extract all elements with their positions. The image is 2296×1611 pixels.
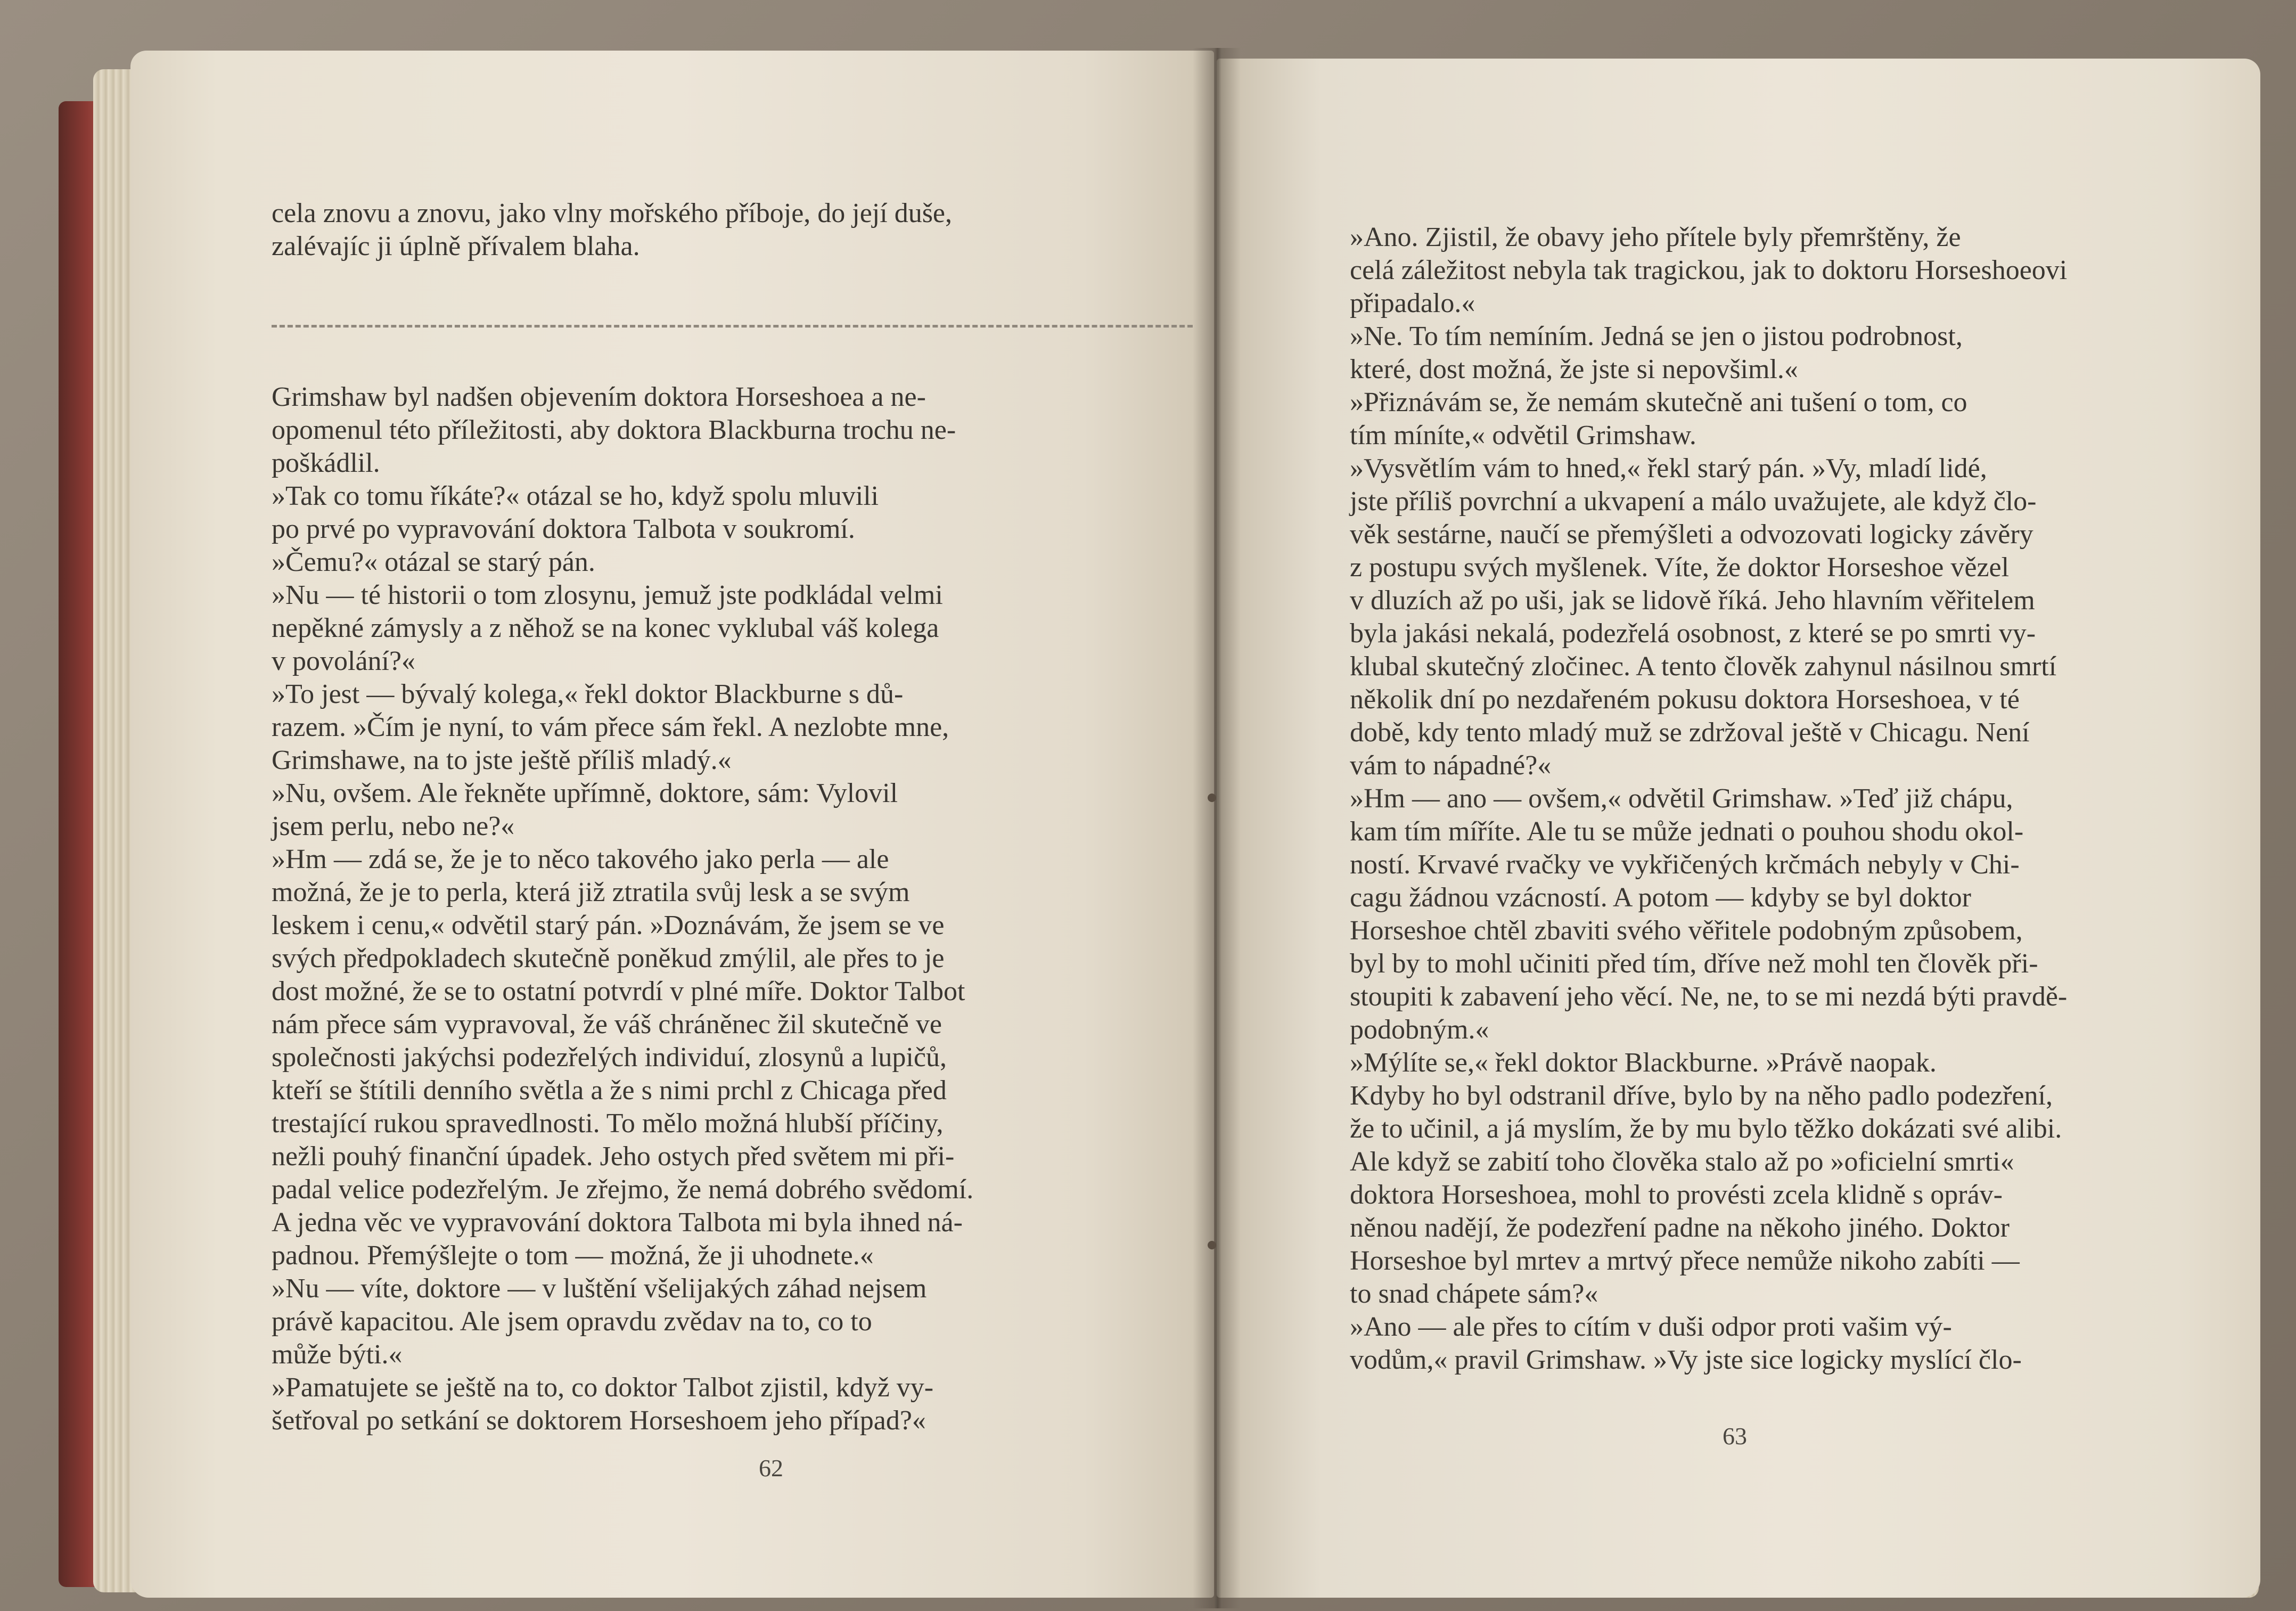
text-line: kam tím míříte. Ale tu se může jednati o pouhou shodu okol- <box>1350 816 2024 847</box>
text-line: cela znovu a znovu, jako vlny mořského příboje, do její duše, <box>272 198 953 228</box>
text-line: kteří se štítili denního světla a že s nimi prchl z Chicaga před <box>272 1075 947 1106</box>
left-page <box>130 51 1214 1598</box>
text-line: Ale když se zabití toho člověka stalo až po »oficielní smrti« <box>1350 1147 2014 1177</box>
text-line: padal velice podezřelým. Je zřejmo, že nemá dobrého svědomí. <box>272 1174 974 1205</box>
text-line: svých předpokladech skutečně poněkud zmýlil, ale přes to je <box>272 943 945 974</box>
text-line: »Hm — zdá se, že je to něco takového jako perla — ale <box>272 844 889 874</box>
text-line: padnou. Přemýšlejte o tom — možná, že ji uhodnete.« <box>272 1240 874 1271</box>
text-line: několik dní po nezdařeném pokusu doktora Horseshoea, v té <box>1350 684 2020 715</box>
binding-thread-knot <box>1208 794 1216 802</box>
text-line: »Vysvětlím vám to hned,« řekl starý pán. »Vy, mladí lidé, <box>1350 453 1987 484</box>
text-line: »Tak co tomu říkáte?« otázal se ho, když spolu mluvili <box>272 481 879 511</box>
text-line: poškádlil. <box>272 448 380 478</box>
text-line: době, kdy tento mladý muž se zdržoval ještě v Chicagu. Není <box>1350 717 2030 748</box>
text-line: byla jakási nekalá, podezřelá osobnost, z které se po smrti vy- <box>1350 618 2036 649</box>
text-line: v povolání?« <box>272 646 416 676</box>
left-page-body-text <box>272 381 973 1437</box>
text-line: Horseshoe byl mrtev a mrtvý přece nemůže nikoho zabíti — <box>1350 1246 2020 1276</box>
text-line: vám to nápadné?« <box>1350 750 1552 781</box>
text-line: celá záležitost nebyla tak tragickou, jak to doktoru Horseshoeovi <box>1350 255 2068 285</box>
text-line: vodům,« pravil Grimshaw. »Vy jste sice logicky myslící člo- <box>1350 1345 2022 1375</box>
text-line: doktora Horseshoea, mohl to provésti zcela klidně s opráv- <box>1350 1180 2003 1210</box>
text-line: klubal skutečný zločinec. A tento člověk zahynul násilnou smrtí <box>1350 651 2057 682</box>
text-line: »Hm — ano — ovšem,« odvětil Grimshaw. »Teď již chápu, <box>1350 783 2013 814</box>
page-number-right: 63 <box>1723 1422 1747 1450</box>
text-line: nám přece sám vypravoval, že váš chráněnec žil skutečně ve <box>272 1009 942 1040</box>
text-line: něnou nadějí, že podezření padne na někoho jiného. Doktor <box>1350 1213 2010 1243</box>
text-line: v dluzích až po uši, jak se lidově říká. Jeho hlavním věřitelem <box>1350 585 2035 616</box>
text-line: nepěkné zámysly a z něhož se na konec vyklubal váš kolega <box>272 613 939 643</box>
text-line: A jedna věc ve vypravování doktora Talbota mi byla ihned ná- <box>272 1207 963 1238</box>
text-line: věk sestárne, naučí se přemýšleti a odvozovati logicky závěry <box>1350 519 2033 550</box>
text-line: byl by to mohl učiniti před tím, dříve než mohl ten člověk při- <box>1350 948 2038 979</box>
text-line: šetřoval po setkání se doktorem Horseshoem jeho případ?« <box>272 1405 926 1436</box>
text-line: tím míníte,« odvětil Grimshaw. <box>1350 420 1696 451</box>
page-number-left: 62 <box>759 1454 783 1482</box>
text-line: po prvé po vypravování doktora Talbota v soukromí. <box>272 514 855 544</box>
text-line: »Čemu?« otázal se starý pán. <box>272 547 595 577</box>
text-line: že to učinil, a já myslím, že by mu bylo těžko dokázati své alibi. <box>1350 1114 2062 1144</box>
binding-thread-knot <box>1208 1241 1216 1249</box>
text-line: »Ano. Zjistil, že obavy jeho přítele byly přemrštěny, že <box>1350 222 1961 252</box>
text-line: nežli pouhý finanční úpadek. Jeho ostych před světem mi při- <box>272 1141 955 1172</box>
text-line: stoupiti k zabavení jeho věcí. Ne, ne, to se mi nezdá býti pravdě- <box>1350 982 2068 1012</box>
text-line: jsem perlu, nebo ne?« <box>272 811 515 841</box>
right-page-body-text <box>1350 221 2067 1377</box>
text-line: jste příliš povrchní a ukvapení a málo uvažujete, ale když člo- <box>1350 486 2037 517</box>
text-line: »Nu, ovšem. Ale řekněte upřímně, doktore, sám: Vylovil <box>272 778 898 808</box>
text-line: »Ano — ale přes to cítím v duši odpor proti vašim vý- <box>1350 1312 1952 1342</box>
text-line: podobným.« <box>1350 1015 1489 1045</box>
text-line: Horseshoe chtěl zbaviti svého věřitele podobným způsobem, <box>1350 915 2023 946</box>
left-page-opening-text <box>272 197 952 263</box>
text-line: možná, že je to perla, která již ztratila svůj lesk a se svým <box>272 877 910 907</box>
text-line: Grimshaw byl nadšen objevením doktora Horseshoea a ne- <box>272 382 926 412</box>
text-line: »Pamatujete se ještě na to, co doktor Talbot zjistil, když vy- <box>272 1372 934 1403</box>
text-line: »Ne. To tím nemíním. Jedná se jen o jistou podrobnost, <box>1350 321 1963 351</box>
text-line: »To jest — bývalý kolega,« řekl doktor Blackburne s dů- <box>272 679 904 709</box>
right-page <box>1217 59 2260 1598</box>
text-line: »Mýlíte se,« řekl doktor Blackburne. »Právě naopak. <box>1350 1048 1937 1078</box>
text-line: »Nu — víte, doktore — v luštění všelijakých záhad nejsem <box>272 1273 927 1304</box>
book-gutter <box>1193 48 1241 1608</box>
text-line: Kdyby ho byl odstranil dříve, bylo by na něho padlo podezření, <box>1350 1081 2053 1111</box>
text-line: cagu žádnou vzácností. A potom — kdyby se byl doktor <box>1350 882 1971 913</box>
text-line: Grimshawe, na to jste ještě příliš mladý.« <box>272 745 732 775</box>
text-line: razem. »Čím je nyní, to vám přece sám řekl. A nezlobte mne, <box>272 712 949 742</box>
text-line: společnosti jakýchsi podezřelých individuí, zlosynů a lupičů, <box>272 1042 947 1073</box>
text-line: zalévajíc ji úplně přívalem blaha. <box>272 231 640 261</box>
text-line: »Přiznávám se, že nemám skutečně ani tušení o tom, co <box>1350 387 1967 418</box>
text-line: opomenul této příležitosti, aby doktora Blackburna trochu ne- <box>272 415 956 445</box>
text-line: dost možné, že se to ostatní potvrdí v plné míře. Doktor Talbot <box>272 976 965 1007</box>
section-divider <box>272 325 1193 328</box>
text-line: které, dost možná, že jste si nepovšiml.« <box>1350 354 1798 385</box>
text-line: to snad chápete sám?« <box>1350 1279 1598 1309</box>
text-line: trestající rukou spravedlnosti. To mělo možná hlubší příčiny, <box>272 1108 944 1139</box>
text-line: právě kapacitou. Ale jsem opravdu zvědav na to, co to <box>272 1306 872 1337</box>
text-line: z postupu svých myšlenek. Víte, že doktor Horseshoe vězel <box>1350 552 2010 583</box>
text-line: ností. Krvavé rvačky ve vykřičených krčmách nebyly v Chi- <box>1350 849 2020 880</box>
text-line: leskem i cenu,« odvětil starý pán. »Doznávám, že jsem se ve <box>272 910 945 941</box>
text-line: může býti.« <box>272 1339 403 1370</box>
text-line: »Nu — té historii o tom zlosynu, jemuž jste podkládal velmi <box>272 580 943 610</box>
text-line: připadalo.« <box>1350 288 1475 318</box>
